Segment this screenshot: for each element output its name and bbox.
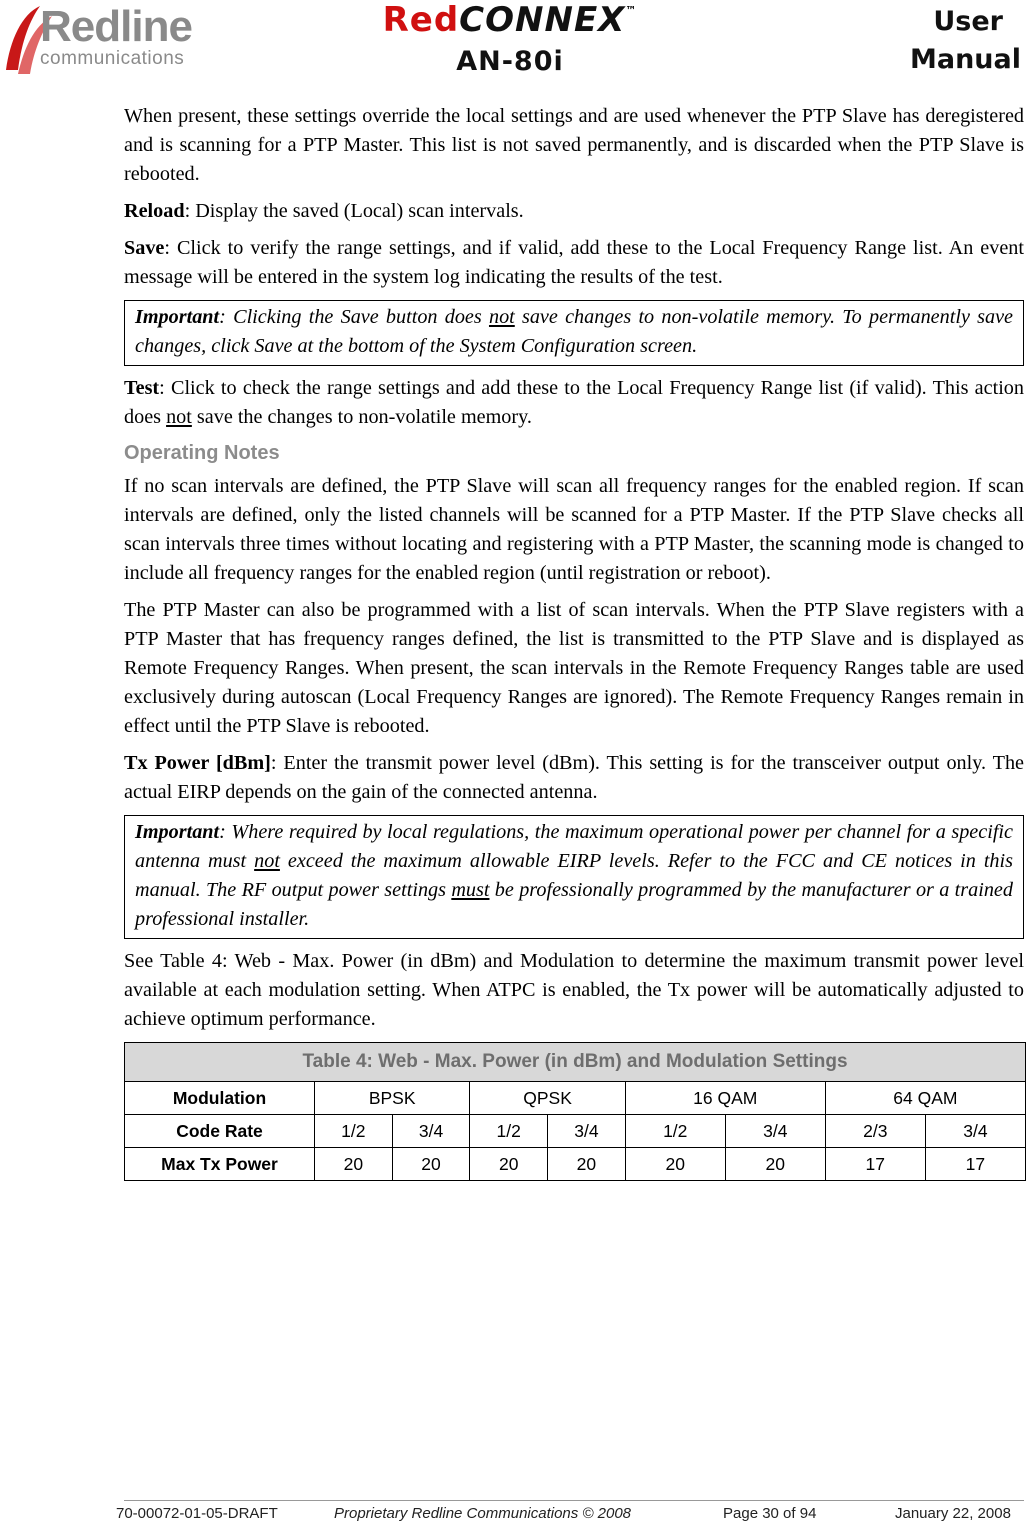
product-model: AN-80i — [456, 46, 564, 77]
paragraph-see-table: See Table 4: Web - Max. Power (in dBm) and Modulation to determine the maximum transmit power level available at each modulation setting. When ATPC is enabled, the Tx power will be automatically adjusted to achieve optimum performance. — [124, 950, 1024, 1030]
paragraph-test: Test: Click to check the range settings and add these to the Local Frequency Range list (if valid). This action does not save the changes to non-volatile memory. — [124, 377, 1024, 428]
table-cell: 20 — [725, 1148, 825, 1181]
important-label: Important — [135, 306, 220, 328]
page-header — [0, 0, 1027, 90]
page-content — [124, 102, 1024, 1181]
table-cell: 64 QAM — [825, 1082, 1025, 1115]
heading-operating-notes: Operating Notes — [124, 442, 280, 464]
table-cell: 20 — [392, 1148, 470, 1181]
footer-doc-id: 70-00072-01-05-DRAFT — [116, 1505, 278, 1522]
row-header-max-tx-power: Max Tx Power — [125, 1148, 315, 1181]
table-cell: 17 — [825, 1148, 925, 1181]
doc-title-line1: User — [933, 6, 1003, 37]
modulation-power-table — [124, 1042, 1026, 1181]
table-cell: 20 — [625, 1148, 725, 1181]
table-row-modulation — [125, 1082, 1026, 1115]
term-tx-power: Tx Power [dBm] — [124, 752, 271, 774]
footer-page-number: Page 30 of 94 — [723, 1505, 817, 1522]
important-note-power: Important: Where required by local regulations, the maximum operational power per channel for a specific antenna must not exceed the maximum allowable EIRP levels. Refer to the FCC and CE notices in this manual. The RF output power settings must be professionally programmed by the manufacturer or a trained professional installer. — [124, 815, 1024, 939]
row-header-code-rate: Code Rate — [125, 1115, 315, 1148]
table-cell: 3/4 — [548, 1115, 626, 1148]
paragraph-reload: Reload: Display the saved (Local) scan intervals. — [124, 200, 524, 222]
table-cell: 2/3 — [825, 1115, 925, 1148]
row-header-modulation: Modulation — [125, 1082, 315, 1115]
table-cell: 1/2 — [625, 1115, 725, 1148]
table-cell: BPSK — [315, 1082, 470, 1115]
footer-divider — [124, 1500, 1024, 1501]
table-cell: 20 — [315, 1148, 393, 1181]
important-note-save: Important: Clicking the Save button does not save changes to non-volatile memory. To permanently save changes, click Save at the bottom of the System Configuration screen. — [124, 300, 1024, 366]
product-name-red: Red — [382, 0, 460, 40]
paragraph-override: When present, these settings override the local settings and are used whenever the PTP Slave has deregistered and is scanning for a PTP Master. This list is not saved permanently, and is discarded when the PTP Slave is rebooted. — [124, 105, 1024, 185]
table-row-code-rate — [125, 1115, 1026, 1148]
table-caption: Table 4: Web - Max. Power (in dBm) and Modulation Settings — [125, 1043, 1026, 1082]
table-cell: 1/2 — [315, 1115, 393, 1148]
paragraph-operating-2: The PTP Master can also be programmed with a list of scan intervals. When the PTP Slave registers with a PTP Master that has frequency ranges defined, the list is transmitted to the PTP Slave and is displayed as Remote Frequency Ranges. When present, the scan intervals in the Remote Frequency Ranges table are used exclusively during autoscan (Local Frequency Ranges are ignored). The Remote Frequency Ranges remain in effect until the PTP Slave is rebooted. — [124, 599, 1024, 737]
term-save: Save — [124, 237, 165, 259]
paragraph-operating-1: If no scan intervals are defined, the PTP Slave will scan all frequency ranges for the enabled region. If scan intervals are defined, only the listed channels will be scanned for a PTP Master. If the PTP Slave checks all scan intervals three times without locating and registering with a PTP Master, the scanning mode is changed to include all frequency ranges for the enabled region (until registration or reboot). — [124, 475, 1024, 584]
logo-wordmark: Redline — [40, 2, 192, 51]
table-cell: 20 — [548, 1148, 626, 1181]
table-cell: 17 — [925, 1148, 1025, 1181]
paragraph-tx-power: Tx Power [dBm]: Enter the transmit power level (dBm). This setting is for the transceiver output only. The actual EIRP depends on the gain of the connected antenna. — [124, 752, 1024, 803]
doc-title-line2: Manual — [909, 44, 1021, 75]
table-cell: 1/2 — [470, 1115, 548, 1148]
important-label: Important — [135, 821, 220, 843]
logo-subtitle: communications — [40, 48, 185, 69]
term-reload: Reload — [124, 200, 185, 222]
table-cell: 3/4 — [392, 1115, 470, 1148]
table-row-max-tx-power — [125, 1148, 1026, 1181]
footer-proprietary: Proprietary Redline Communications © 2008 — [334, 1505, 632, 1522]
table-cell: 3/4 — [925, 1115, 1025, 1148]
paragraph-save: Save: Click to verify the range settings, and if valid, add these to the Local Frequency Range list. An event message will be entered in the system log indicating the results of the test. — [124, 237, 1024, 288]
footer-date: January 22, 2008 — [895, 1505, 1011, 1522]
table-cell: QPSK — [470, 1082, 625, 1115]
table-cell: 3/4 — [725, 1115, 825, 1148]
table-cell: 16 QAM — [625, 1082, 825, 1115]
product-name-black: CONNEX — [459, 0, 626, 40]
term-test: Test — [124, 377, 160, 399]
trademark-symbol: ™ — [625, 4, 638, 17]
table-cell: 20 — [470, 1148, 548, 1181]
product-name — [340, 0, 680, 40]
